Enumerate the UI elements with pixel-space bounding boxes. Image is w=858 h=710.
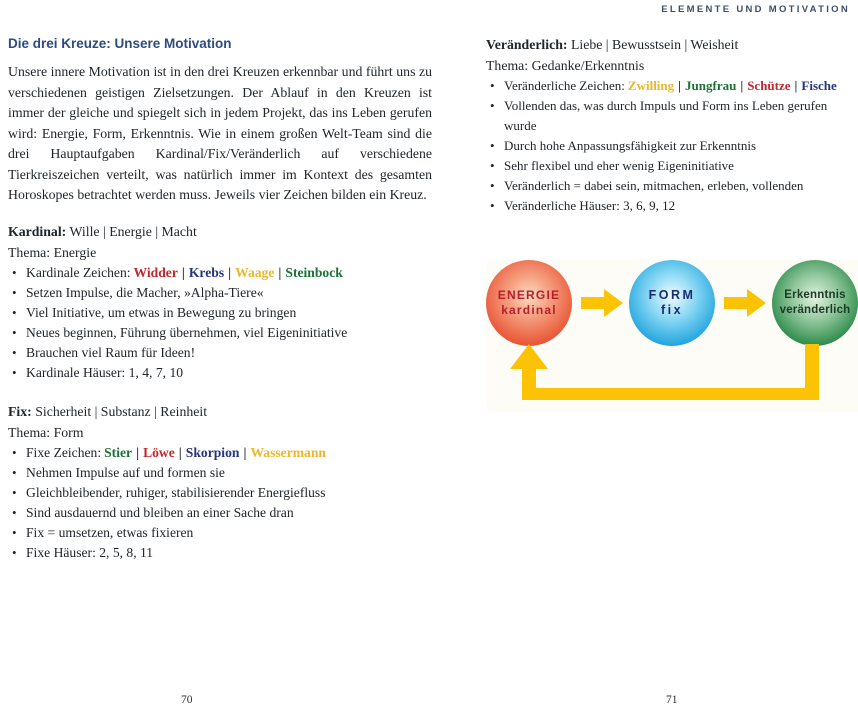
list-item: • Neues beginnen, Führung übernehmen, viel Eigeninitiative (8, 323, 432, 343)
list-item: • Veränderlich = dabei sein, mitmachen, erleben, vollenden (486, 176, 858, 196)
list-item: • Sind ausdauernd und bleiben an einer Sache dran (8, 503, 432, 523)
veraenderlich-bullet-list (486, 76, 858, 216)
list-item: • Veränderliche Häuser: 3, 6, 9, 12 (486, 196, 858, 216)
section-head-fix (8, 401, 432, 422)
page-number-right: 71 (666, 694, 678, 706)
section-kardinal (8, 221, 432, 383)
sign-skorpion: Skorpion (185, 444, 240, 460)
list-item: • Durch hohe Anpassungsfähigkeit zur Erkenntnis (486, 136, 858, 156)
section-label: Kardinal: (8, 223, 67, 239)
section-veraenderlich (486, 34, 858, 216)
zeichen-prefix: Veränderliche Zeichen: (504, 78, 625, 93)
sign-stier: Stier (104, 444, 133, 460)
thema-line: Thema: Gedanke/Erkenntnis (486, 58, 645, 73)
sign-steinbock: Steinbock (285, 264, 343, 280)
separator: | (278, 264, 282, 280)
running-head: ELEMENTE UND MOTIVATION (661, 4, 850, 15)
section-fix (8, 401, 432, 563)
separator: | (243, 444, 247, 460)
list-item: • Gleichbleibender, ruhiger, stabilisierender Energiefluss (8, 483, 432, 503)
kardinal-bullet-list (8, 263, 432, 383)
sign-widder: Widder (133, 264, 178, 280)
page-left (8, 34, 432, 563)
page-number-left: 70 (181, 694, 193, 706)
list-item: • Sehr flexibel und eher wenig Eigeninitiative (486, 156, 858, 176)
section-keywords: Sicherheit | Substanz | Reinheit (31, 403, 208, 419)
sphere-sublabel: fix (660, 303, 684, 317)
sign-krebs: Krebs (188, 264, 225, 280)
section-head-kardinal (8, 221, 432, 242)
separator: | (228, 264, 232, 280)
list-item: • Brauchen viel Raum für Ideen! (8, 343, 432, 363)
section-label: Veränderlich: (486, 37, 568, 52)
feedback-loop-arrow-icon (500, 344, 820, 406)
list-item: • Fix = umsetzen, etwas fixieren (8, 523, 432, 543)
zeichen-prefix: Fixe Zeichen: (26, 444, 102, 460)
erkenntnis-veraenderlich-sphere (772, 260, 858, 346)
separator: | (181, 264, 185, 280)
intro-paragraph: Unsere innere Motivation ist in den drei Kreuzen erkennbar und führt uns zu verschiedenen geistigen Zielsetzungen. Der Ablauf in den Kreuzen ist immer der gleiche und spiegelt sich in jedem Projekt, das ins Leben gerufen wird: Energie, Form, Erkenntnis. Wie in einem großen Welt-Team sind die drei Hauptaufgaben Kardinal/Fix/Veränderlich auf verschiedene Tierkreiszeichen verteilt, was natürlich immer im Kontext des gesamten Horoskopes betrachtet werden muss. Jeweils vier Zeichen bilden ein Kreuz. (8, 64, 432, 202)
zodiac-signs-line (8, 443, 432, 463)
sphere-sublabel: veränderlich (779, 304, 851, 316)
list-item: • Viel Initiative, um etwas in Bewegung zu bringen (8, 303, 432, 323)
sign-fische: Fische (801, 78, 837, 93)
section-keywords: Liebe | Bewusstsein | Weisheit (567, 37, 739, 52)
sign-zwilling: Zwilling (627, 78, 675, 93)
sign-loewe: Löwe (143, 444, 175, 460)
list-item: • Setzen Impulse, die Macher, »Alpha-Tiere« (8, 283, 432, 303)
section-head-veraenderlich (486, 34, 858, 55)
energie-kardinal-sphere (486, 260, 572, 346)
separator: | (178, 444, 182, 460)
list-item: • Vollenden das, was durch Impuls und Form ins Leben gerufen wurde (486, 96, 858, 136)
sign-waage: Waage (235, 264, 275, 280)
sphere-sublabel: kardinal (501, 303, 557, 317)
section-keywords: Wille | Energie | Macht (66, 223, 197, 239)
list-item: • Nehmen Impulse auf und formen sie (8, 463, 432, 483)
separator: | (136, 444, 140, 460)
list-item: • Kardinale Häuser: 1, 4, 7, 10 (8, 363, 432, 383)
zeichen-prefix: Kardinale Zeichen: (26, 264, 131, 280)
separator: | (794, 78, 798, 93)
sphere-label: ENERGIE (497, 288, 561, 302)
fix-bullet-list (8, 443, 432, 563)
zodiac-signs-line (8, 263, 432, 283)
sphere-label: FORM (648, 288, 696, 302)
zodiac-signs-line (486, 76, 858, 96)
page-title: Die drei Kreuze: Unsere Motivation (8, 36, 232, 51)
form-fix-sphere (629, 260, 715, 346)
separator: | (740, 78, 744, 93)
sign-wassermann: Wassermann (250, 444, 326, 460)
cycle-diagram (486, 260, 858, 412)
page-right (486, 34, 858, 412)
thema-line: Thema: Energie (8, 244, 97, 260)
separator: | (678, 78, 682, 93)
sign-jungfrau: Jungfrau (685, 78, 737, 93)
thema-line: Thema: Form (8, 424, 84, 440)
section-label: Fix: (8, 403, 32, 419)
list-item: • Fixe Häuser: 2, 5, 8, 11 (8, 543, 432, 563)
arrow-right-icon (581, 289, 623, 317)
arrow-right-icon (724, 289, 766, 317)
sphere-label: Erkenntnis (784, 289, 846, 301)
sign-schuetze: Schütze (747, 78, 791, 93)
